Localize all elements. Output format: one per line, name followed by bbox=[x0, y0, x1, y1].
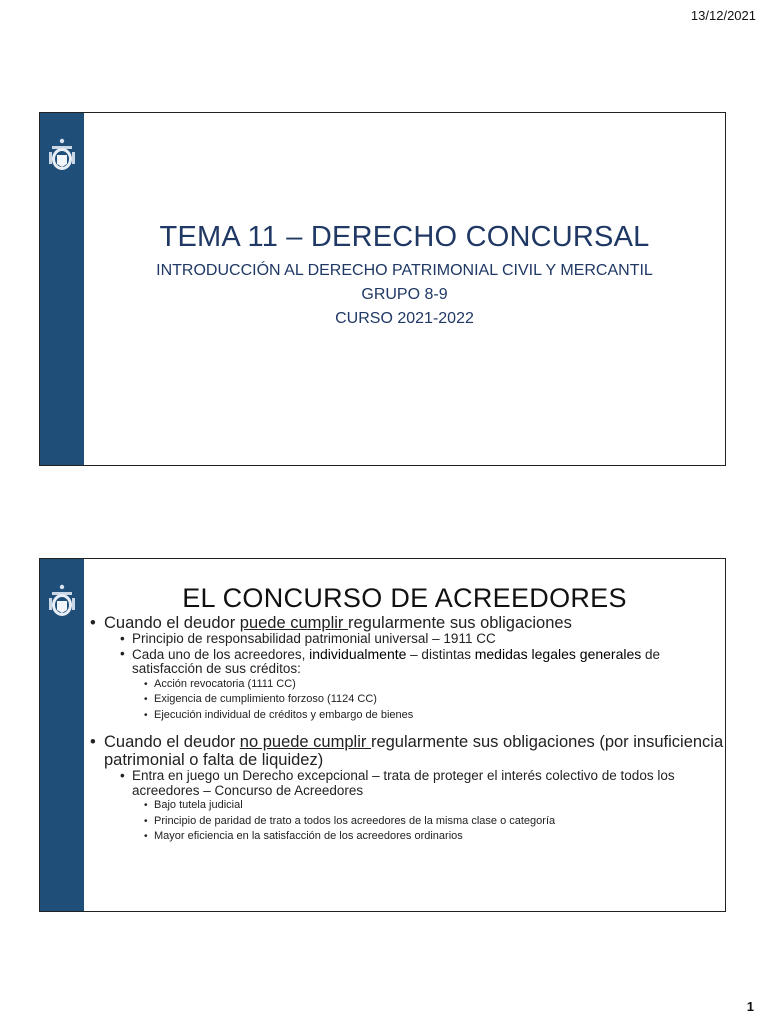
group-label: GRUPO 8-9 bbox=[361, 286, 448, 303]
sub-bullet bbox=[84, 647, 725, 677]
emphasis-text: individualmente bbox=[309, 645, 407, 662]
sub-sub-bullet: • Exigencia de cumplimiento forzoso (1124 CC) bbox=[84, 692, 725, 708]
university-crest-icon bbox=[46, 137, 78, 173]
bullet-text: – distintas bbox=[406, 646, 475, 662]
sub-sub-bullet: • Bajo tutela judicial bbox=[84, 798, 725, 814]
course-name: INTRODUCCIÓN AL DERECHO PATRIMONIAL CIVIL Y MERCANTIL bbox=[156, 262, 653, 279]
sub-sub-bullet: • Principio de paridad de trato a todos los acreedores de la misma clase o categoría bbox=[84, 814, 725, 830]
sub-bullet: • Principio de responsabilidad patrimonial universal – 1911 CC bbox=[84, 632, 725, 647]
title-slide-text bbox=[84, 113, 725, 465]
slide-2 bbox=[39, 558, 726, 912]
print-date: 13/12/2021 bbox=[690, 8, 756, 23]
bullet-solvent bbox=[84, 614, 725, 632]
slide-content bbox=[84, 559, 725, 911]
presentation-title: TEMA 11 – DERECHO CONCURSAL bbox=[159, 221, 650, 253]
slide-title: EL CONCURSO DE ACREEDORES bbox=[182, 583, 627, 613]
sub-sub-bullet: • Mayor eficiencia en la satisfacción de los acreedores ordinarios bbox=[84, 829, 725, 845]
sub-sub-bullet: • Ejecución individual de créditos y embargo de bienes bbox=[84, 708, 725, 724]
bullet-text: de satisfacción de sus créditos: bbox=[132, 646, 661, 676]
bullet-list bbox=[84, 614, 725, 845]
sub-bullet: • Entra en juego un Derecho excepcional – trata de proteger el interés colectivo de todos los acreedores – Concurso de Acreedores bbox=[84, 769, 725, 798]
slide-sidebar bbox=[40, 113, 84, 465]
bullet-text: regularmente sus obligaciones bbox=[348, 614, 572, 632]
slide-1 bbox=[39, 112, 726, 466]
academic-year: CURSO 2021-2022 bbox=[335, 310, 474, 327]
slide-sidebar bbox=[40, 559, 84, 911]
sub-sub-bullet: • Acción revocatoria (1111 CC) bbox=[84, 677, 725, 693]
bullet-text: Cada uno de los acreedores, bbox=[132, 646, 310, 662]
page-number: 1 bbox=[746, 999, 754, 1014]
bullet-insolvent bbox=[84, 733, 725, 769]
emphasis-text: medidas legales generales bbox=[474, 645, 642, 662]
bullet-text: Cuando el deudor bbox=[104, 614, 240, 632]
bullet-text: regularmente sus obligaciones (por insuficiencia patrimonial o falta de liquidez) bbox=[104, 733, 724, 769]
underlined-text: no puede cumplir bbox=[239, 733, 371, 751]
university-crest-icon bbox=[46, 583, 78, 619]
bullet-text: Cuando el deudor bbox=[104, 733, 240, 751]
underlined-text: puede cumplir bbox=[239, 614, 349, 632]
